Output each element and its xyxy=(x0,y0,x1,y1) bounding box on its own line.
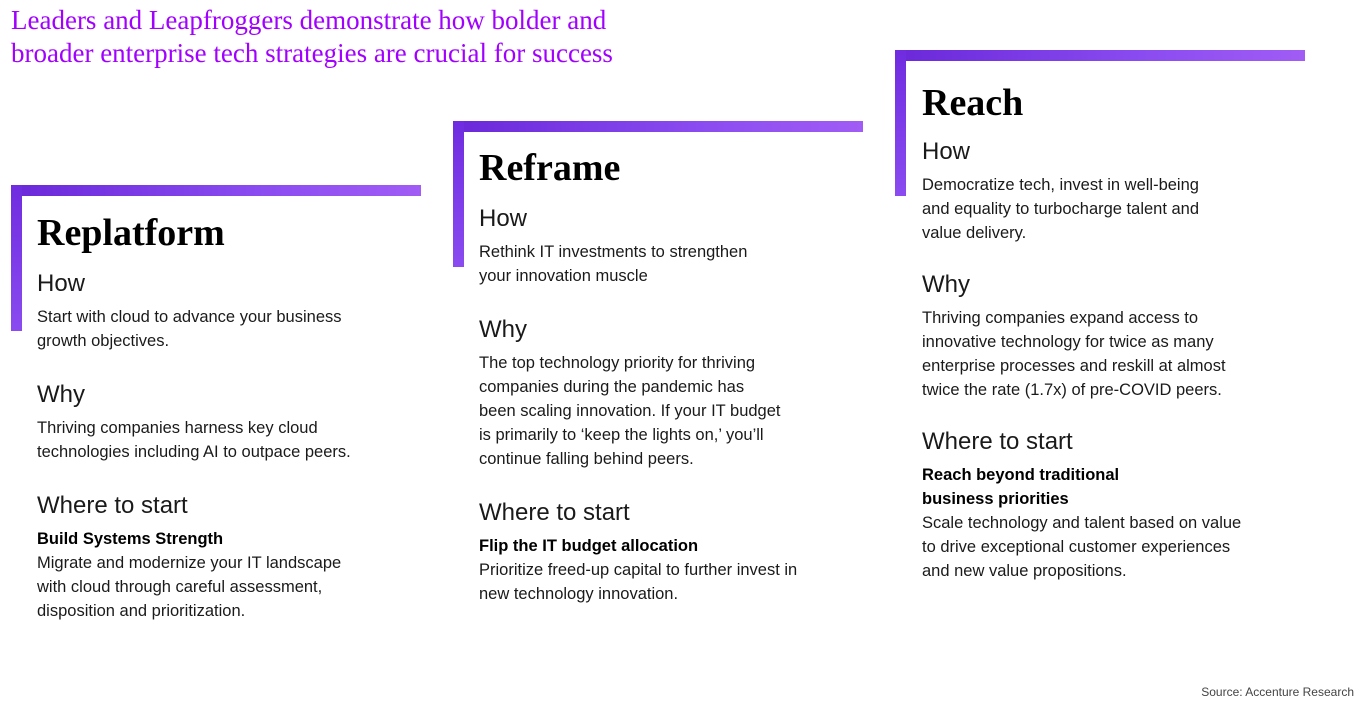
replatform-start-text xyxy=(37,527,437,623)
replatform-frame-left-bar xyxy=(11,185,22,331)
page-title xyxy=(11,4,711,70)
reach-start-bold-line-1: Reach beyond traditional xyxy=(922,466,1120,484)
reframe-how-heading: How xyxy=(479,205,528,232)
reframe-frame-left-bar xyxy=(453,121,464,267)
replatform-frame-top-bar xyxy=(11,185,421,196)
reach-how-line-1: Democratize tech, invest in well-being xyxy=(922,176,1199,194)
reframe-how-line-1: Rethink IT investments to strengthen xyxy=(479,243,748,261)
reframe-column xyxy=(479,146,879,606)
reframe-start-heading: Where to start xyxy=(479,499,630,526)
reframe-why-line-4: is primarily to ‘keep the lights on,’ you’ll xyxy=(479,426,764,444)
reach-column xyxy=(922,81,1342,583)
replatform-how-heading: How xyxy=(37,270,86,297)
replatform-start-heading: Where to start xyxy=(37,492,188,519)
reframe-why-line-5: continue falling behind peers. xyxy=(479,450,694,468)
reach-start-line-2: to drive exceptional customer experiences xyxy=(922,538,1231,556)
reframe-how-line-2: your innovation muscle xyxy=(479,267,648,285)
replatform-how-text xyxy=(37,305,437,353)
reach-why-heading: Why xyxy=(922,271,970,298)
reframe-start-line-1: Prioritize freed-up capital to further invest in xyxy=(479,561,798,579)
replatform-why-line-2: technologies including AI to outpace peers. xyxy=(37,443,351,461)
reframe-why-heading: Why xyxy=(479,316,527,343)
reach-frame-left-bar xyxy=(895,50,906,196)
reach-start-heading: Where to start xyxy=(922,428,1073,455)
replatform-column xyxy=(37,211,437,623)
reach-frame-top-bar xyxy=(895,50,1305,61)
reframe-frame-top-bar xyxy=(453,121,863,132)
replatform-start-bold-line-1: Build Systems Strength xyxy=(37,530,224,548)
reframe-start-line-2: new technology innovation. xyxy=(479,585,679,603)
page-title-line-2: broader enterprise tech strategies are crucial for success xyxy=(11,38,613,68)
reach-start-line-1: Scale technology and talent based on value xyxy=(922,514,1242,532)
replatform-why-text xyxy=(37,416,437,464)
reframe-start-text xyxy=(479,534,879,606)
replatform-start-line-3: disposition and prioritization. xyxy=(37,602,246,620)
reach-start-line-3: and new value propositions. xyxy=(922,562,1127,580)
reach-why-line-2: innovative technology for twice as many xyxy=(922,333,1214,351)
source-note: Source: Accenture Research xyxy=(1201,685,1354,699)
reframe-why-line-1: The top technology priority for thriving xyxy=(479,354,756,372)
reframe-why-line-3: been scaling innovation. If your IT budget xyxy=(479,402,781,420)
reframe-why-line-2: companies during the pandemic has xyxy=(479,378,745,396)
reframe-how-text xyxy=(479,240,879,288)
reach-why-line-3: enterprise processes and reskill at almost xyxy=(922,357,1226,375)
replatform-how-line-2: growth objectives. xyxy=(37,332,170,350)
reach-why-text xyxy=(922,306,1342,402)
replatform-how-line-1: Start with cloud to advance your business xyxy=(37,308,342,326)
reach-how-text xyxy=(922,173,1342,245)
reach-why-line-1: Thriving companies expand access to xyxy=(922,309,1199,327)
reach-how-heading: How xyxy=(922,138,971,165)
reach-how-line-3: value delivery. xyxy=(922,224,1027,242)
reframe-start-bold-line-1: Flip the IT budget allocation xyxy=(479,537,699,555)
reach-start-text xyxy=(922,463,1342,583)
reframe-why-text xyxy=(479,351,879,471)
reach-how-line-2: and equality to turbocharge talent and xyxy=(922,200,1200,218)
replatform-why-line-1: Thriving companies harness key cloud xyxy=(37,419,318,437)
replatform-title: Replatform xyxy=(37,212,225,254)
reach-title: Reach xyxy=(922,82,1024,124)
replatform-start-line-2: with cloud through careful assessment, xyxy=(37,578,323,596)
reach-why-line-4: twice the rate (1.7x) of pre-COVID peers. xyxy=(922,381,1222,399)
replatform-why-heading: Why xyxy=(37,381,85,408)
reach-start-bold-line-2: business priorities xyxy=(922,490,1069,508)
reframe-title: Reframe xyxy=(479,147,621,189)
replatform-start-line-1: Migrate and modernize your IT landscape xyxy=(37,554,342,572)
page-title-line-1: Leaders and Leapfroggers demonstrate how bolder and xyxy=(11,5,607,35)
